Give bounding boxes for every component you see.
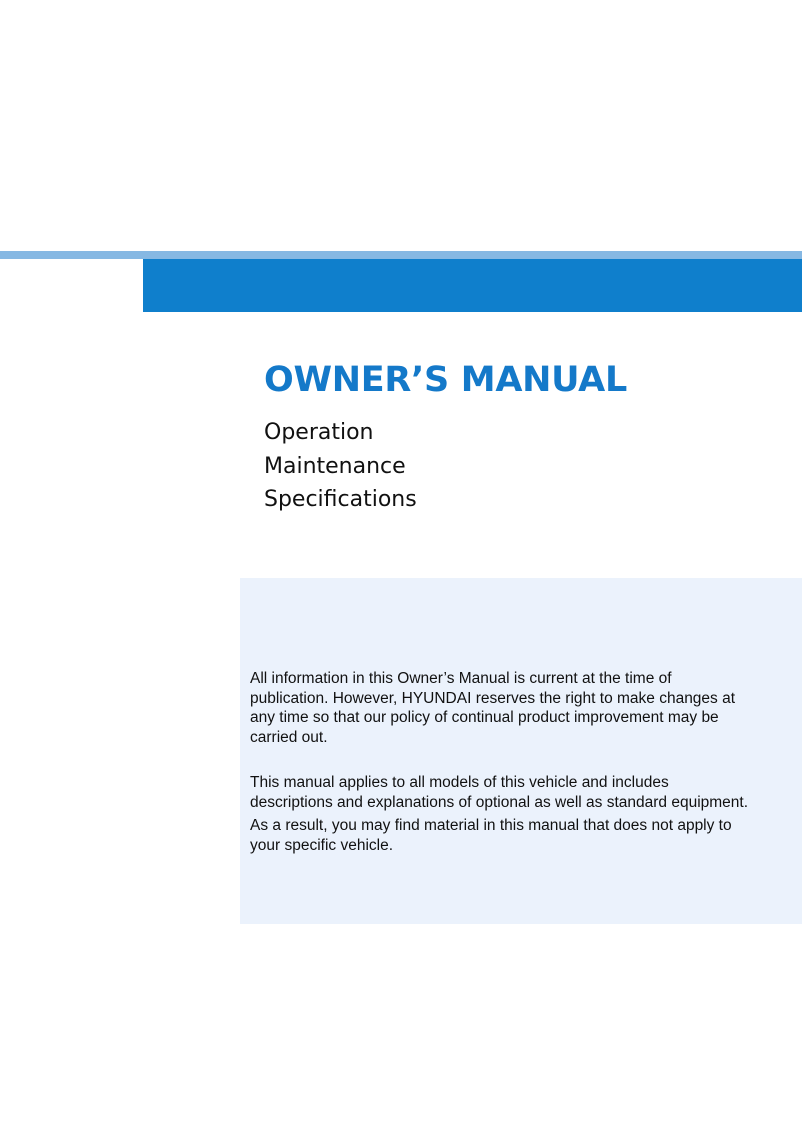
light-blue-stripe xyxy=(0,251,802,259)
notice-box xyxy=(240,578,802,924)
manual-title: OWNER’S MANUAL xyxy=(264,360,627,400)
section-operation: Operation xyxy=(264,420,374,445)
section-maintenance: Maintenance xyxy=(264,453,406,479)
blue-header-band xyxy=(143,259,802,312)
notice-paragraph-specific-vehicle: As a result, you may find material in this manual that does not apply to your specific vehicle. xyxy=(250,817,732,854)
section-specifications: Specifications xyxy=(264,487,417,512)
notice-text xyxy=(250,669,750,855)
notice-paragraph-currency: All information in this Owner’s Manual is current at the time of publication. However, HYUNDAI reserves the right to make changes at any time so that our policy of continual product improvement may be carried out. xyxy=(250,670,736,746)
manual-sections-list xyxy=(264,416,417,517)
notice-paragraph-applicability: This manual applies to all models of this vehicle and includes descriptions and explanations of optional as well as standard equipment. xyxy=(250,774,749,811)
